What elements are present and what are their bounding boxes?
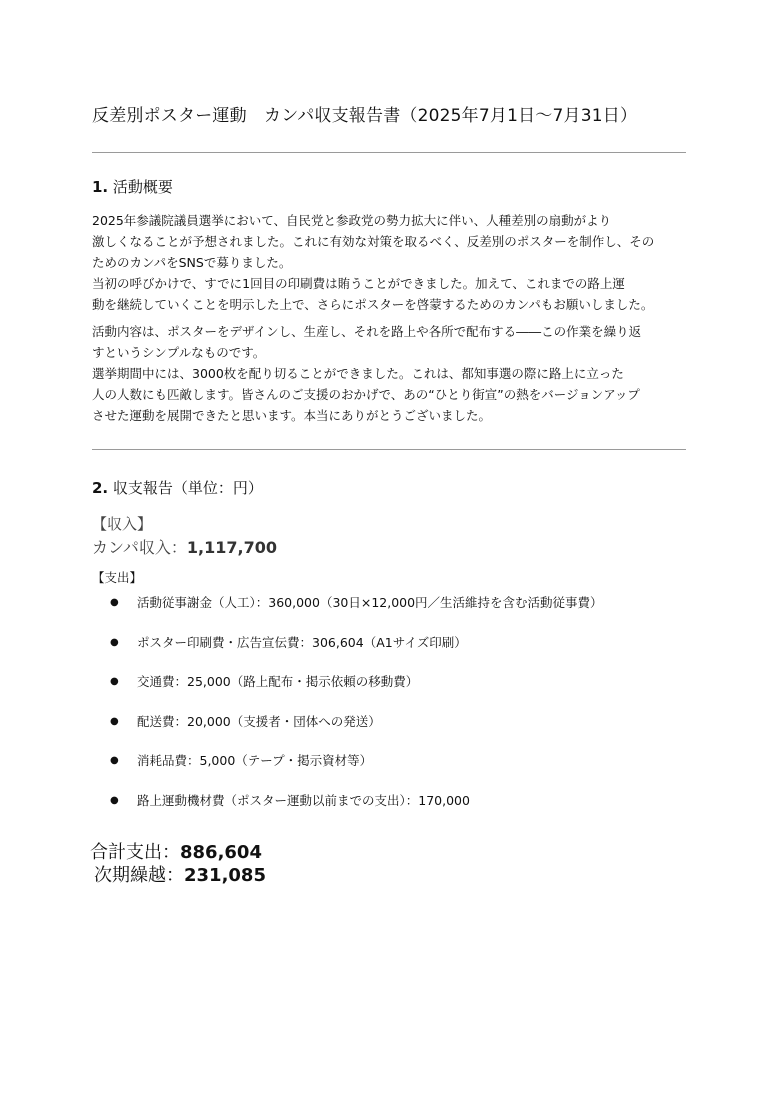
income-amount: 1,117,700 xyxy=(186,538,277,557)
paragraph-line: 当初の呼びかけで、すでに1回目の印刷費は賄うことができました。加えて、これまでの路上運 xyxy=(92,276,625,291)
expense-text: 配送費：20,000（支援者・団体への発送） xyxy=(137,713,381,729)
expense-text: 消耗品費：5,000（テープ・掲示資材等） xyxy=(137,753,373,768)
bullet-icon: ● xyxy=(110,755,119,766)
section2-title: 収支報告（単位：円） xyxy=(112,479,263,497)
carryover-amount: 231,085 xyxy=(184,865,266,886)
bullet-icon: ● xyxy=(110,597,119,608)
paragraph-line: ためのカンパをSNSで募りました。 xyxy=(92,255,292,270)
section1-title: 活動概要 xyxy=(112,178,173,196)
bullet-icon: ● xyxy=(110,715,119,727)
paragraph-line: すというシンプルなものです。 xyxy=(92,345,266,360)
expense-text: ポスター印刷費・広告宣伝費：306,604（A1サイズ印刷） xyxy=(137,634,467,650)
section1-heading xyxy=(92,176,173,198)
section1-paragraph2 xyxy=(92,321,692,426)
expense-text: 路上運動機材費（ポスター運動以前までの支出）：170,000 xyxy=(137,792,470,808)
paragraph-line: 動を継続していくことを明示した上で、さらにポスターを啓蒙するためのカンパもお願いしました。 xyxy=(92,297,654,312)
bullet-icon: ● xyxy=(110,676,119,687)
total-label: 合計支出： xyxy=(90,842,180,863)
total-amount: 886,604 xyxy=(180,842,262,863)
income-label: 【収入】 xyxy=(92,515,153,533)
income-name: カンパ収入： xyxy=(92,538,187,557)
document-title: 反差別ポスター運動 カンパ収支報告書（2025年7月1日～7月31日） xyxy=(92,106,638,126)
total-expenses xyxy=(90,841,262,865)
expense-text: 活動従事謝金（人工）：360,000（30日×12,000円／生活維持を含む活動従事費） xyxy=(137,595,603,610)
paragraph-line: 活動内容は、ポスターをデザインし、生産し、それを路上や各所で配布する――この作業を繰り返 xyxy=(92,324,642,339)
paragraph-line: 激しくなることが予想されました。これに有効な対策を取るべく、反差別のポスターを制作し、その xyxy=(92,234,655,249)
section2-heading xyxy=(92,477,263,499)
paragraph-line: 2025年参議院議員選挙において、自民党と参政党の勢力拡大に伴い、人種差別の扇動がより xyxy=(92,213,612,228)
divider-middle xyxy=(92,449,686,450)
paragraph-line: させた運動を展開できたと思います。本当にありがとうございました。 xyxy=(92,408,492,423)
section1-number: 1. xyxy=(92,178,109,196)
expense-label: 【支出】 xyxy=(92,570,143,585)
carryover-label: 次期繰越： xyxy=(94,865,184,886)
section1-paragraph1 xyxy=(92,210,692,315)
bullet-icon: ● xyxy=(110,794,119,806)
income-line xyxy=(92,536,277,560)
carryover xyxy=(94,864,266,888)
divider-top xyxy=(92,152,686,153)
paragraph-line: 人の人数にも匹敵します。皆さんのご支援のおかげで、あの“ひとり街宣”の熱をバージョンアップ xyxy=(92,387,640,402)
bullet-icon: ● xyxy=(110,636,119,648)
paragraph-line: 選挙期間中には、3000枚を配り切ることができました。これは、都知事選の際に路上に立った xyxy=(92,366,624,381)
expense-text: 交通費：25,000（路上配布・掲示依頼の移動費） xyxy=(137,674,419,689)
section2-number: 2. xyxy=(92,479,109,497)
